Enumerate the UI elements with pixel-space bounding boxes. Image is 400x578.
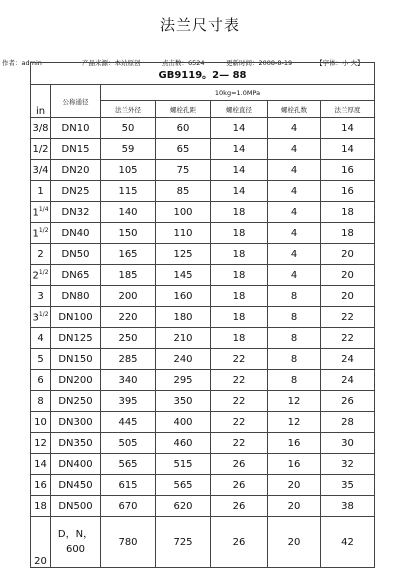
cell-thickness: 20 [321, 244, 375, 265]
cell-bolt-holes: 8 [268, 370, 321, 391]
table-row [31, 370, 375, 391]
cell-dn [51, 517, 101, 568]
table-row [31, 412, 375, 433]
cell-inch [31, 412, 51, 433]
inch-value: 1/2 [32, 143, 49, 155]
cell-bolt-diameter: 18 [211, 202, 268, 223]
table-row [31, 139, 375, 160]
cell-bolt-pitch: 400 [156, 412, 211, 433]
cell-outer-diameter: 395 [101, 391, 156, 412]
cell-bolt-holes: 20 [268, 496, 321, 517]
cell-outer-diameter: 185 [101, 265, 156, 286]
table-row [31, 286, 375, 307]
pressure-header: 10kg=1.0MPa [101, 85, 375, 101]
cell-dn: DN40 [51, 223, 101, 244]
cell-dn: DN80 [51, 286, 101, 307]
inch-value: 3 [37, 290, 44, 302]
cell-dn: DN150 [51, 349, 101, 370]
cell-outer-diameter: 50 [101, 118, 156, 139]
cell-thickness: 42 [321, 517, 375, 568]
col-header-bolt-pitch: 螺栓孔距 [156, 101, 211, 118]
table-row [31, 454, 375, 475]
inch-value: 2 [32, 270, 39, 282]
table-row [31, 328, 375, 349]
cell-bolt-holes: 12 [268, 412, 321, 433]
cell-bolt-diameter: 18 [211, 307, 268, 328]
cell-inch [31, 181, 51, 202]
cell-inch [31, 118, 51, 139]
cell-bolt-pitch: 180 [156, 307, 211, 328]
cell-bolt-diameter: 18 [211, 223, 268, 244]
table-row [31, 433, 375, 454]
cell-bolt-holes: 4 [268, 181, 321, 202]
cell-bolt-pitch: 350 [156, 391, 211, 412]
cell-dn: DN400 [51, 454, 101, 475]
cell-thickness: 24 [321, 349, 375, 370]
cell-dn: DN350 [51, 433, 101, 454]
cell-dn: DN250 [51, 391, 101, 412]
table-row [31, 391, 375, 412]
cell-bolt-pitch: 240 [156, 349, 211, 370]
cell-bolt-holes: 4 [268, 223, 321, 244]
cell-bolt-holes: 4 [268, 139, 321, 160]
cell-outer-diameter: 505 [101, 433, 156, 454]
cell-bolt-holes: 8 [268, 307, 321, 328]
cell-inch [31, 244, 51, 265]
cell-dn: DN125 [51, 328, 101, 349]
cell-bolt-diameter: 22 [211, 412, 268, 433]
cell-outer-diameter: 140 [101, 202, 156, 223]
inch-value: 10 [34, 416, 47, 428]
cell-inch [31, 139, 51, 160]
inch-value: 3/8 [32, 122, 49, 134]
table-row [31, 265, 375, 286]
cell-thickness: 14 [321, 118, 375, 139]
cell-bolt-holes: 20 [268, 517, 321, 568]
inch-header: in [31, 85, 51, 118]
cell-inch [31, 202, 51, 223]
cell-thickness: 35 [321, 475, 375, 496]
inch-value: 18 [34, 500, 47, 512]
cell-bolt-diameter: 26 [211, 496, 268, 517]
inch-value: 1 [32, 207, 39, 219]
cell-bolt-holes: 8 [268, 286, 321, 307]
cell-bolt-diameter: 22 [211, 391, 268, 412]
inch-value: 1 [37, 185, 44, 197]
cell-bolt-holes: 4 [268, 118, 321, 139]
col-header-bolt-diameter: 螺栓直径 [211, 101, 268, 118]
cell-dn: DN100 [51, 307, 101, 328]
table-row [31, 181, 375, 202]
cell-bolt-holes: 20 [268, 475, 321, 496]
cell-bolt-diameter: 22 [211, 349, 268, 370]
inch-value: 12 [34, 437, 47, 449]
cell-bolt-holes: 16 [268, 454, 321, 475]
inch-value: 14 [34, 458, 47, 470]
cell-bolt-pitch: 620 [156, 496, 211, 517]
inch-fraction: 1/2 [38, 226, 49, 234]
cell-inch [31, 370, 51, 391]
dn-header: 公称通径 [51, 85, 101, 118]
meta-font-size: 【字体：小 大】 [316, 59, 364, 67]
inch-value: 16 [34, 479, 47, 491]
inch-value: 20 [34, 556, 47, 567]
cell-thickness: 14 [321, 139, 375, 160]
inch-value: 8 [37, 395, 44, 407]
cell-dn: DN500 [51, 496, 101, 517]
cell-dn: DN10 [51, 118, 101, 139]
inch-fraction: 1/2 [38, 310, 49, 318]
cell-dn: DN65 [51, 265, 101, 286]
table-row [31, 475, 375, 496]
cell-bolt-pitch: 725 [156, 517, 211, 568]
cell-bolt-pitch: 100 [156, 202, 211, 223]
cell-thickness: 18 [321, 202, 375, 223]
cell-thickness: 22 [321, 328, 375, 349]
cell-bolt-diameter: 22 [211, 433, 268, 454]
inch-value: 6 [37, 374, 44, 386]
cell-bolt-diameter: 18 [211, 265, 268, 286]
table-row [31, 118, 375, 139]
cell-bolt-pitch: 60 [156, 118, 211, 139]
cell-dn: DN50 [51, 244, 101, 265]
cell-inch [31, 286, 51, 307]
col-header-thickness: 法兰厚度 [321, 101, 375, 118]
cell-bolt-pitch: 75 [156, 160, 211, 181]
table-row [31, 202, 375, 223]
cell-inch [31, 307, 51, 328]
cell-outer-diameter: 200 [101, 286, 156, 307]
table-row [31, 517, 375, 568]
cell-thickness: 30 [321, 433, 375, 454]
cell-inch [31, 391, 51, 412]
inch-value: 2 [37, 248, 44, 260]
cell-bolt-pitch: 565 [156, 475, 211, 496]
cell-outer-diameter: 285 [101, 349, 156, 370]
cell-bolt-holes: 4 [268, 265, 321, 286]
cell-inch [31, 223, 51, 244]
cell-bolt-pitch: 145 [156, 265, 211, 286]
cell-dn: DN15 [51, 139, 101, 160]
col-header-outer-diameter: 法兰外径 [101, 101, 156, 118]
cell-outer-diameter: 780 [101, 517, 156, 568]
cell-outer-diameter: 105 [101, 160, 156, 181]
cell-thickness: 32 [321, 454, 375, 475]
cell-bolt-holes: 4 [268, 202, 321, 223]
page-title: 法兰尺寸表 [159, 16, 240, 34]
cell-bolt-diameter: 14 [211, 160, 268, 181]
cell-inch [31, 349, 51, 370]
cell-bolt-diameter: 18 [211, 244, 268, 265]
cell-bolt-holes: 16 [268, 433, 321, 454]
cell-bolt-diameter: 22 [211, 370, 268, 391]
cell-dn: DN25 [51, 181, 101, 202]
cell-inch [31, 160, 51, 181]
cell-thickness: 28 [321, 412, 375, 433]
cell-bolt-pitch: 110 [156, 223, 211, 244]
cell-outer-diameter: 670 [101, 496, 156, 517]
cell-bolt-pitch: 160 [156, 286, 211, 307]
cell-thickness: 16 [321, 181, 375, 202]
cell-bolt-pitch: 295 [156, 370, 211, 391]
cell-bolt-diameter: 14 [211, 118, 268, 139]
cell-outer-diameter: 250 [101, 328, 156, 349]
cell-outer-diameter: 220 [101, 307, 156, 328]
cell-thickness: 20 [321, 286, 375, 307]
dn-line: 600 [65, 544, 86, 555]
cell-bolt-diameter: 26 [211, 454, 268, 475]
inch-value: 1 [32, 228, 39, 240]
cell-dn: DN32 [51, 202, 101, 223]
cell-outer-diameter: 445 [101, 412, 156, 433]
cell-thickness: 20 [321, 265, 375, 286]
cell-bolt-pitch: 85 [156, 181, 211, 202]
cell-outer-diameter: 615 [101, 475, 156, 496]
inch-value: 4 [37, 332, 44, 344]
inch-fraction: 1/2 [38, 268, 49, 276]
cell-thickness: 22 [321, 307, 375, 328]
cell-bolt-pitch: 65 [156, 139, 211, 160]
cell-inch [31, 475, 51, 496]
table-row [31, 244, 375, 265]
cell-thickness: 16 [321, 160, 375, 181]
cell-outer-diameter: 565 [101, 454, 156, 475]
inch-value: 3/4 [32, 164, 49, 176]
cell-bolt-diameter: 18 [211, 286, 268, 307]
meta-author: 作者：admin [2, 59, 42, 67]
cell-bolt-holes: 4 [268, 244, 321, 265]
table-row [31, 349, 375, 370]
cell-dn: DN200 [51, 370, 101, 391]
meta-updated: 更新时间：2008-8-19 [226, 59, 293, 67]
cell-outer-diameter: 340 [101, 370, 156, 391]
inch-fraction: 1/4 [38, 205, 49, 213]
cell-bolt-diameter: 14 [211, 139, 268, 160]
flange-table [30, 62, 375, 568]
table-row [31, 307, 375, 328]
cell-dn: DN450 [51, 475, 101, 496]
table-row [31, 160, 375, 181]
cell-bolt-holes: 8 [268, 328, 321, 349]
cell-inch [31, 454, 51, 475]
table-row [31, 223, 375, 244]
cell-dn: DN300 [51, 412, 101, 433]
standard-title: GB9119。2— 88 [31, 63, 375, 85]
cell-outer-diameter: 165 [101, 244, 156, 265]
dn-line: D，N， [57, 529, 94, 540]
cell-thickness: 18 [321, 223, 375, 244]
cell-inch [31, 265, 51, 286]
cell-bolt-diameter: 26 [211, 517, 268, 568]
cell-thickness: 26 [321, 391, 375, 412]
cell-bolt-holes: 12 [268, 391, 321, 412]
cell-dn: DN20 [51, 160, 101, 181]
cell-bolt-pitch: 125 [156, 244, 211, 265]
cell-bolt-holes: 4 [268, 160, 321, 181]
cell-outer-diameter: 150 [101, 223, 156, 244]
inch-value: 5 [37, 353, 44, 365]
cell-inch [31, 328, 51, 349]
meta-source: 产品来源：本站原创 [82, 59, 141, 67]
col-header-bolt-holes: 螺栓孔数 [268, 101, 321, 118]
cell-bolt-pitch: 460 [156, 433, 211, 454]
inch-value: 3 [32, 312, 39, 324]
cell-inch [31, 517, 51, 568]
cell-thickness: 38 [321, 496, 375, 517]
cell-inch [31, 433, 51, 454]
cell-bolt-pitch: 515 [156, 454, 211, 475]
cell-bolt-holes: 8 [268, 349, 321, 370]
cell-bolt-diameter: 18 [211, 328, 268, 349]
cell-bolt-pitch: 210 [156, 328, 211, 349]
cell-bolt-diameter: 26 [211, 475, 268, 496]
cell-bolt-diameter: 14 [211, 181, 268, 202]
cell-outer-diameter: 115 [101, 181, 156, 202]
cell-inch [31, 496, 51, 517]
cell-thickness: 24 [321, 370, 375, 391]
cell-outer-diameter: 59 [101, 139, 156, 160]
table-row [31, 496, 375, 517]
meta-clicks: 点击数：6524 [162, 59, 205, 67]
